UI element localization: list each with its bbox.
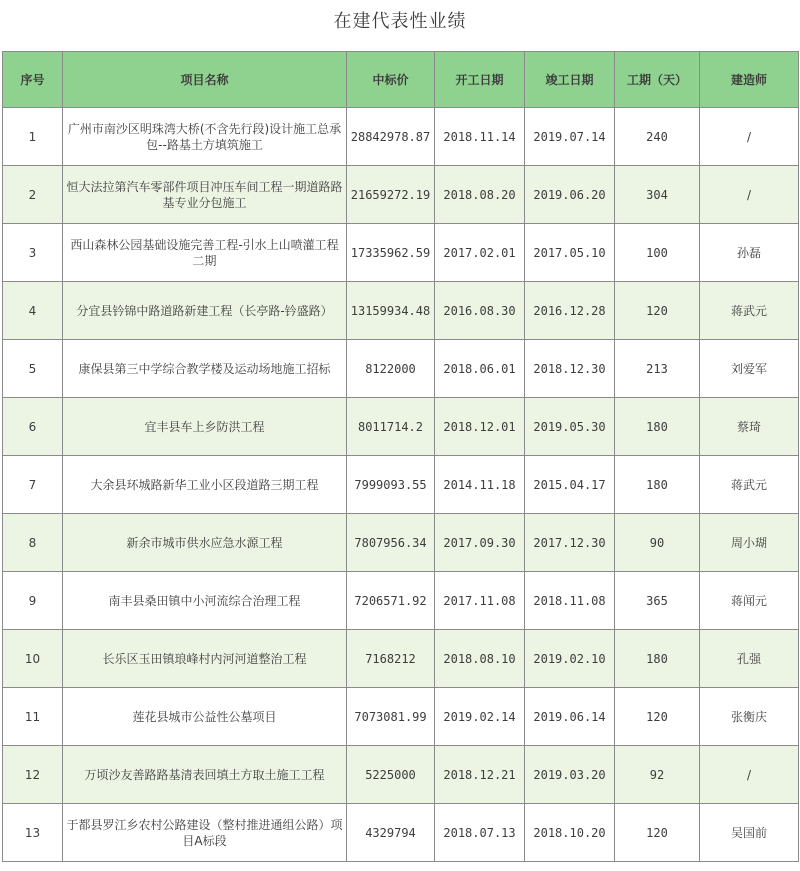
cell-completion-date: 2019.02.10 xyxy=(525,630,615,688)
cell-bid-price: 28842978.87 xyxy=(347,108,435,166)
cell-duration: 365 xyxy=(615,572,700,630)
cell-completion-date: 2019.06.20 xyxy=(525,166,615,224)
cell-builder: 刘爱军 xyxy=(700,340,799,398)
table-row xyxy=(3,688,799,746)
header-start-date: 开工日期 xyxy=(435,52,525,108)
cell-builder: 孙磊 xyxy=(700,224,799,282)
cell-completion-date: 2017.05.10 xyxy=(525,224,615,282)
cell-completion-date: 2018.10.20 xyxy=(525,804,615,862)
cell-duration: 120 xyxy=(615,282,700,340)
cell-start-date: 2014.11.18 xyxy=(435,456,525,514)
cell-duration: 120 xyxy=(615,804,700,862)
cell-bid-price: 21659272.19 xyxy=(347,166,435,224)
cell-project-name: 于都县罗江乡农村公路建设（整村推进通组公路）项目A标段 xyxy=(63,804,347,862)
table-row xyxy=(3,108,799,166)
performance-table xyxy=(2,51,799,862)
cell-builder: 蒋闻元 xyxy=(700,572,799,630)
cell-project-name: 万顷沙友善路路基清表回填土方取土施工工程 xyxy=(63,746,347,804)
table-row xyxy=(3,456,799,514)
cell-builder: / xyxy=(700,166,799,224)
cell-start-date: 2018.08.10 xyxy=(435,630,525,688)
cell-project-name: 大余县环城路新华工业小区段道路三期工程 xyxy=(63,456,347,514)
cell-start-date: 2016.08.30 xyxy=(435,282,525,340)
cell-bid-price: 7206571.92 xyxy=(347,572,435,630)
cell-builder: 蒋武元 xyxy=(700,456,799,514)
header-project-name: 项目名称 xyxy=(63,52,347,108)
table-row xyxy=(3,804,799,862)
cell-bid-price: 4329794 xyxy=(347,804,435,862)
cell-builder: 周小瑚 xyxy=(700,514,799,572)
cell-duration: 120 xyxy=(615,688,700,746)
header-bid-price: 中标价 xyxy=(347,52,435,108)
cell-builder: 蔡琦 xyxy=(700,398,799,456)
cell-duration: 240 xyxy=(615,108,700,166)
cell-builder: 蒋武元 xyxy=(700,282,799,340)
cell-completion-date: 2019.03.20 xyxy=(525,746,615,804)
cell-project-name: 西山森林公园基础设施完善工程-引水上山喷灌工程二期 xyxy=(63,224,347,282)
cell-duration: 180 xyxy=(615,398,700,456)
cell-bid-price: 13159934.48 xyxy=(347,282,435,340)
table-row xyxy=(3,282,799,340)
cell-project-name: 宜丰县车上乡防洪工程 xyxy=(63,398,347,456)
cell-index: 13 xyxy=(3,804,63,862)
cell-duration: 90 xyxy=(615,514,700,572)
cell-start-date: 2018.11.14 xyxy=(435,108,525,166)
header-index: 序号 xyxy=(3,52,63,108)
table-row xyxy=(3,572,799,630)
table-row xyxy=(3,746,799,804)
header-completion-date: 竣工日期 xyxy=(525,52,615,108)
cell-bid-price: 8011714.2 xyxy=(347,398,435,456)
cell-index: 2 xyxy=(3,166,63,224)
cell-bid-price: 5225000 xyxy=(347,746,435,804)
cell-project-name: 南丰县桑田镇中小河流综合治理工程 xyxy=(63,572,347,630)
table-row xyxy=(3,166,799,224)
cell-project-name: 恒大法拉第汽车零部件项目冲压车间工程一期道路路基专业分包施工 xyxy=(63,166,347,224)
cell-duration: 180 xyxy=(615,456,700,514)
table-row xyxy=(3,340,799,398)
cell-index: 8 xyxy=(3,514,63,572)
cell-duration: 304 xyxy=(615,166,700,224)
cell-duration: 92 xyxy=(615,746,700,804)
cell-completion-date: 2018.11.08 xyxy=(525,572,615,630)
cell-completion-date: 2015.04.17 xyxy=(525,456,615,514)
cell-bid-price: 7073081.99 xyxy=(347,688,435,746)
cell-start-date: 2018.12.01 xyxy=(435,398,525,456)
cell-start-date: 2017.02.01 xyxy=(435,224,525,282)
cell-bid-price: 7168212 xyxy=(347,630,435,688)
cell-completion-date: 2019.05.30 xyxy=(525,398,615,456)
cell-index: 4 xyxy=(3,282,63,340)
cell-index: 12 xyxy=(3,746,63,804)
cell-builder: / xyxy=(700,108,799,166)
cell-start-date: 2018.12.21 xyxy=(435,746,525,804)
cell-index: 9 xyxy=(3,572,63,630)
table-row xyxy=(3,224,799,282)
cell-builder: / xyxy=(700,746,799,804)
cell-project-name: 长乐区玉田镇琅峰村内河河道整治工程 xyxy=(63,630,347,688)
cell-start-date: 2017.11.08 xyxy=(435,572,525,630)
cell-start-date: 2017.09.30 xyxy=(435,514,525,572)
cell-builder: 孔强 xyxy=(700,630,799,688)
cell-project-name: 广州市南沙区明珠湾大桥(不含先行段)设计施工总承包--路基土方填筑施工 xyxy=(63,108,347,166)
cell-completion-date: 2016.12.28 xyxy=(525,282,615,340)
cell-index: 11 xyxy=(3,688,63,746)
cell-project-name: 新余市城市供水应急水源工程 xyxy=(63,514,347,572)
cell-completion-date: 2019.06.14 xyxy=(525,688,615,746)
cell-index: 6 xyxy=(3,398,63,456)
cell-index: 3 xyxy=(3,224,63,282)
cell-completion-date: 2018.12.30 xyxy=(525,340,615,398)
cell-duration: 213 xyxy=(615,340,700,398)
cell-bid-price: 7807956.34 xyxy=(347,514,435,572)
cell-completion-date: 2019.07.14 xyxy=(525,108,615,166)
header-builder: 建造师 xyxy=(700,52,799,108)
cell-start-date: 2018.07.13 xyxy=(435,804,525,862)
cell-project-name: 莲花县城市公益性公墓项目 xyxy=(63,688,347,746)
cell-start-date: 2019.02.14 xyxy=(435,688,525,746)
cell-start-date: 2018.06.01 xyxy=(435,340,525,398)
cell-index: 7 xyxy=(3,456,63,514)
cell-bid-price: 7999093.55 xyxy=(347,456,435,514)
cell-bid-price: 8122000 xyxy=(347,340,435,398)
cell-duration: 180 xyxy=(615,630,700,688)
cell-builder: 吴国前 xyxy=(700,804,799,862)
cell-project-name: 康保县第三中学综合教学楼及运动场地施工招标 xyxy=(63,340,347,398)
cell-start-date: 2018.08.20 xyxy=(435,166,525,224)
table-row xyxy=(3,398,799,456)
cell-builder: 张衡庆 xyxy=(700,688,799,746)
table-header-row xyxy=(3,52,799,108)
cell-index: 5 xyxy=(3,340,63,398)
cell-duration: 100 xyxy=(615,224,700,282)
cell-bid-price: 17335962.59 xyxy=(347,224,435,282)
cell-completion-date: 2017.12.30 xyxy=(525,514,615,572)
cell-index: 1 xyxy=(3,108,63,166)
cell-project-name: 分宜县钤锦中路道路新建工程（长亭路-钤盛路） xyxy=(63,282,347,340)
cell-index: 10 xyxy=(3,630,63,688)
header-duration: 工期（天） xyxy=(615,52,700,108)
page-title: 在建代表性业绩 xyxy=(333,11,467,32)
table-row xyxy=(3,630,799,688)
table-row xyxy=(3,514,799,572)
